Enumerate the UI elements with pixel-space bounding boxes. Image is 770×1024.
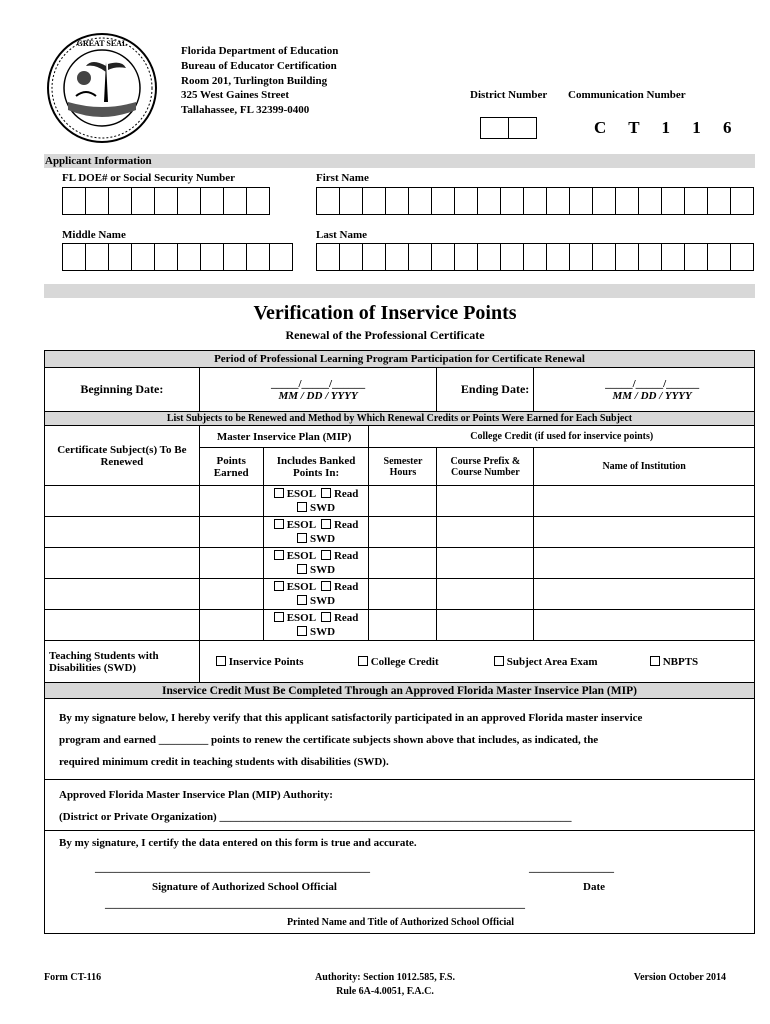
svg-text:GREAT SEAL: GREAT SEAL [76, 39, 128, 48]
institution-cell[interactable] [534, 610, 755, 641]
esol-checkbox[interactable] [274, 612, 284, 622]
verification-statement [45, 699, 755, 780]
course-prefix-header: Course Prefix & Course Number [437, 448, 534, 486]
ending-date-field[interactable] [534, 368, 755, 412]
read-label: Read [333, 550, 359, 562]
subject-cell[interactable] [45, 486, 200, 517]
esol-checkbox[interactable] [274, 519, 284, 529]
version: Version October 2014 [633, 972, 726, 983]
authority-rule: Rule 6A-4.0051, F.A.C. [336, 986, 434, 997]
swd-row-label: Teaching Students with Disabilities (SWD) [45, 641, 200, 683]
swd-label: SWD [310, 595, 336, 607]
points-earned-header: Points Earned [199, 448, 263, 486]
course-cell[interactable] [437, 610, 534, 641]
printed-name-line[interactable]: ____________________________________________________________________________________ [105, 899, 525, 910]
last-name-label: Last Name [316, 229, 368, 241]
doe-number-label: FL DOE# or Social Security Number [62, 172, 236, 184]
read-label: Read [333, 519, 359, 531]
doe-number-input[interactable] [62, 187, 269, 215]
points-cell[interactable] [199, 486, 263, 517]
address-line: Bureau of Educator Certification [181, 59, 337, 72]
beginning-date-format: MM / DD / YYYY [278, 389, 358, 402]
form-subtitle: Renewal of the Professional Certificate [285, 328, 485, 342]
subjects-header: List Subjects to be Renewed and Method by Which Renewal Credits or Points Were Earned for Each Subject [45, 412, 755, 426]
communication-number-label: Communication Number [568, 89, 686, 101]
banked-cell [263, 486, 369, 517]
read-checkbox[interactable] [321, 519, 331, 529]
subject-cell[interactable] [45, 579, 200, 610]
mip-authority-block [45, 780, 755, 831]
read-checkbox[interactable] [321, 550, 331, 560]
course-cell[interactable] [437, 517, 534, 548]
esol-label: ESOL [286, 488, 316, 500]
ending-date-format: MM / DD / YYYY [612, 389, 692, 402]
college-credit-label: College Credit (if used for inservice points) [369, 426, 755, 448]
esol-label: ESOL [286, 612, 316, 624]
authority-statute: Authority: Section 1012.585, F.S. [315, 972, 455, 983]
banked-cell [263, 579, 369, 610]
verification-table [44, 350, 755, 934]
district-number-label: District Number [470, 89, 548, 101]
date-label: Date [583, 881, 605, 893]
esol-label: ESOL [286, 519, 316, 531]
ending-date-blank: _____/_____/______ [605, 377, 700, 390]
points-cell[interactable] [199, 610, 263, 641]
semester-cell[interactable] [369, 579, 437, 610]
nbpts-label: NBPTS [662, 655, 699, 668]
organization-line[interactable]: (District or Private Organization) ________________________________________________________________ [59, 811, 572, 823]
signature-line[interactable]: _______________________________________________________ [95, 863, 370, 874]
signature-label: Signature of Authorized School Official [152, 881, 337, 893]
institution-cell[interactable] [534, 517, 755, 548]
institution-cell[interactable] [534, 579, 755, 610]
subject-area-exam-label: Subject Area Exam [506, 655, 598, 668]
institution-header: Name of Institution [534, 448, 755, 486]
swd-checkbox[interactable] [297, 502, 307, 512]
district-number-input[interactable] [480, 117, 536, 139]
college-credit-label: College Credit [370, 655, 439, 668]
address-line: Florida Department of Education [181, 45, 339, 57]
form-title: Verification of Inservice Points [253, 302, 517, 324]
banked-cell [263, 517, 369, 548]
semester-hours-header: Semester Hours [369, 448, 437, 486]
cert-subjects-label: Certificate Subject(s) To Be Renewed [45, 426, 200, 486]
banked-cell [263, 548, 369, 579]
read-checkbox[interactable] [321, 612, 331, 622]
points-cell[interactable] [199, 579, 263, 610]
esol-label: ESOL [286, 581, 316, 593]
read-label: Read [333, 581, 359, 593]
course-cell[interactable] [437, 579, 534, 610]
mip-section-header: Inservice Credit Must Be Completed Through an Approved Florida Master Inservice Plan (MIP) [45, 683, 755, 699]
esol-checkbox[interactable] [274, 488, 284, 498]
college-credit-checkbox[interactable] [358, 656, 368, 666]
course-cell[interactable] [437, 486, 534, 517]
esol-checkbox[interactable] [274, 581, 284, 591]
swd-checkbox[interactable] [297, 595, 307, 605]
read-checkbox[interactable] [321, 581, 331, 591]
mip-label: Master Inservice Plan (MIP) [199, 426, 369, 448]
address-line: 325 West Gaines Street [181, 89, 290, 102]
table-row [45, 486, 755, 517]
esol-label: ESOL [286, 550, 316, 562]
mip-authority-label: Approved Florida Master Inservice Plan (MIP) Authority: [59, 789, 333, 801]
verify-line: By my signature below, I hereby verify that this applicant satisfactorily participated in an approved Florida master inservice [59, 712, 643, 724]
table-row [45, 517, 755, 548]
separator-band [44, 284, 755, 298]
department-address [181, 44, 338, 118]
beginning-date-label: Beginning Date: [45, 368, 200, 412]
semester-cell[interactable] [369, 486, 437, 517]
read-label: Read [333, 488, 359, 500]
swd-label: SWD [310, 626, 336, 638]
inservice-points-checkbox[interactable] [216, 656, 226, 666]
verify-line: program and earned _________ points to renew the certificate subjects shown above that includes, as indicated, the [59, 734, 599, 746]
form-number: Form CT-116 [44, 972, 102, 983]
subject-area-exam-checkbox[interactable] [494, 656, 504, 666]
applicant-info-band [44, 154, 755, 168]
date-line[interactable]: _________________ [529, 863, 614, 874]
florida-state-seal [46, 32, 158, 144]
printed-name-label: Printed Name and Title of Authorized School Official [286, 917, 515, 928]
first-name-input[interactable] [316, 187, 753, 215]
middle-name-label: Middle Name [62, 229, 126, 241]
subject-cell[interactable] [45, 517, 200, 548]
middle-name-input[interactable] [62, 243, 292, 271]
first-name-label: First Name [316, 172, 369, 184]
esol-checkbox[interactable] [274, 550, 284, 560]
read-label: Read [333, 612, 359, 624]
semester-cell[interactable] [369, 517, 437, 548]
subject-cell[interactable] [45, 610, 200, 641]
swd-checkbox[interactable] [297, 626, 307, 636]
swd-checkbox[interactable] [297, 533, 307, 543]
swd-label: SWD [310, 502, 336, 514]
address-line: Room 201, Turlington Building [181, 74, 328, 87]
swd-label: SWD [310, 564, 336, 576]
table-row [45, 579, 755, 610]
verify-line: required minimum credit in teaching students with disabilities (SWD). [59, 756, 389, 768]
banked-points-header: Includes Banked Points In: [263, 448, 369, 486]
institution-cell[interactable] [534, 486, 755, 517]
certify-statement: By my signature, I certify the data entered on this form is true and accurate. [59, 837, 417, 849]
beginning-date-field[interactable] [199, 368, 437, 412]
signature-block [45, 831, 755, 934]
semester-cell[interactable] [369, 610, 437, 641]
course-cell[interactable] [437, 548, 534, 579]
read-checkbox[interactable] [321, 488, 331, 498]
points-cell[interactable] [199, 548, 263, 579]
table-row [45, 548, 755, 579]
applicant-info-label: Applicant Information [45, 155, 152, 167]
swd-label: SWD [310, 533, 336, 545]
inservice-points-label: Inservice Points [228, 655, 304, 668]
communication-code: C T 1 1 6 [594, 118, 741, 137]
points-cell[interactable] [199, 517, 263, 548]
period-header: Period of Professional Learning Program Participation for Certificate Renewal [45, 351, 755, 368]
address-line: Tallahassee, FL 32399-0400 [181, 104, 310, 117]
beginning-date-blank: _____/_____/______ [271, 377, 366, 390]
swd-checkbox[interactable] [297, 564, 307, 574]
nbpts-checkbox[interactable] [650, 656, 660, 666]
banked-cell [263, 610, 369, 641]
last-name-input[interactable] [316, 243, 753, 271]
ending-date-label: Ending Date: [437, 368, 534, 412]
table-row [45, 610, 755, 641]
swd-options [199, 641, 754, 683]
institution-cell[interactable] [534, 548, 755, 579]
subject-cell[interactable] [45, 548, 200, 579]
semester-cell[interactable] [369, 548, 437, 579]
